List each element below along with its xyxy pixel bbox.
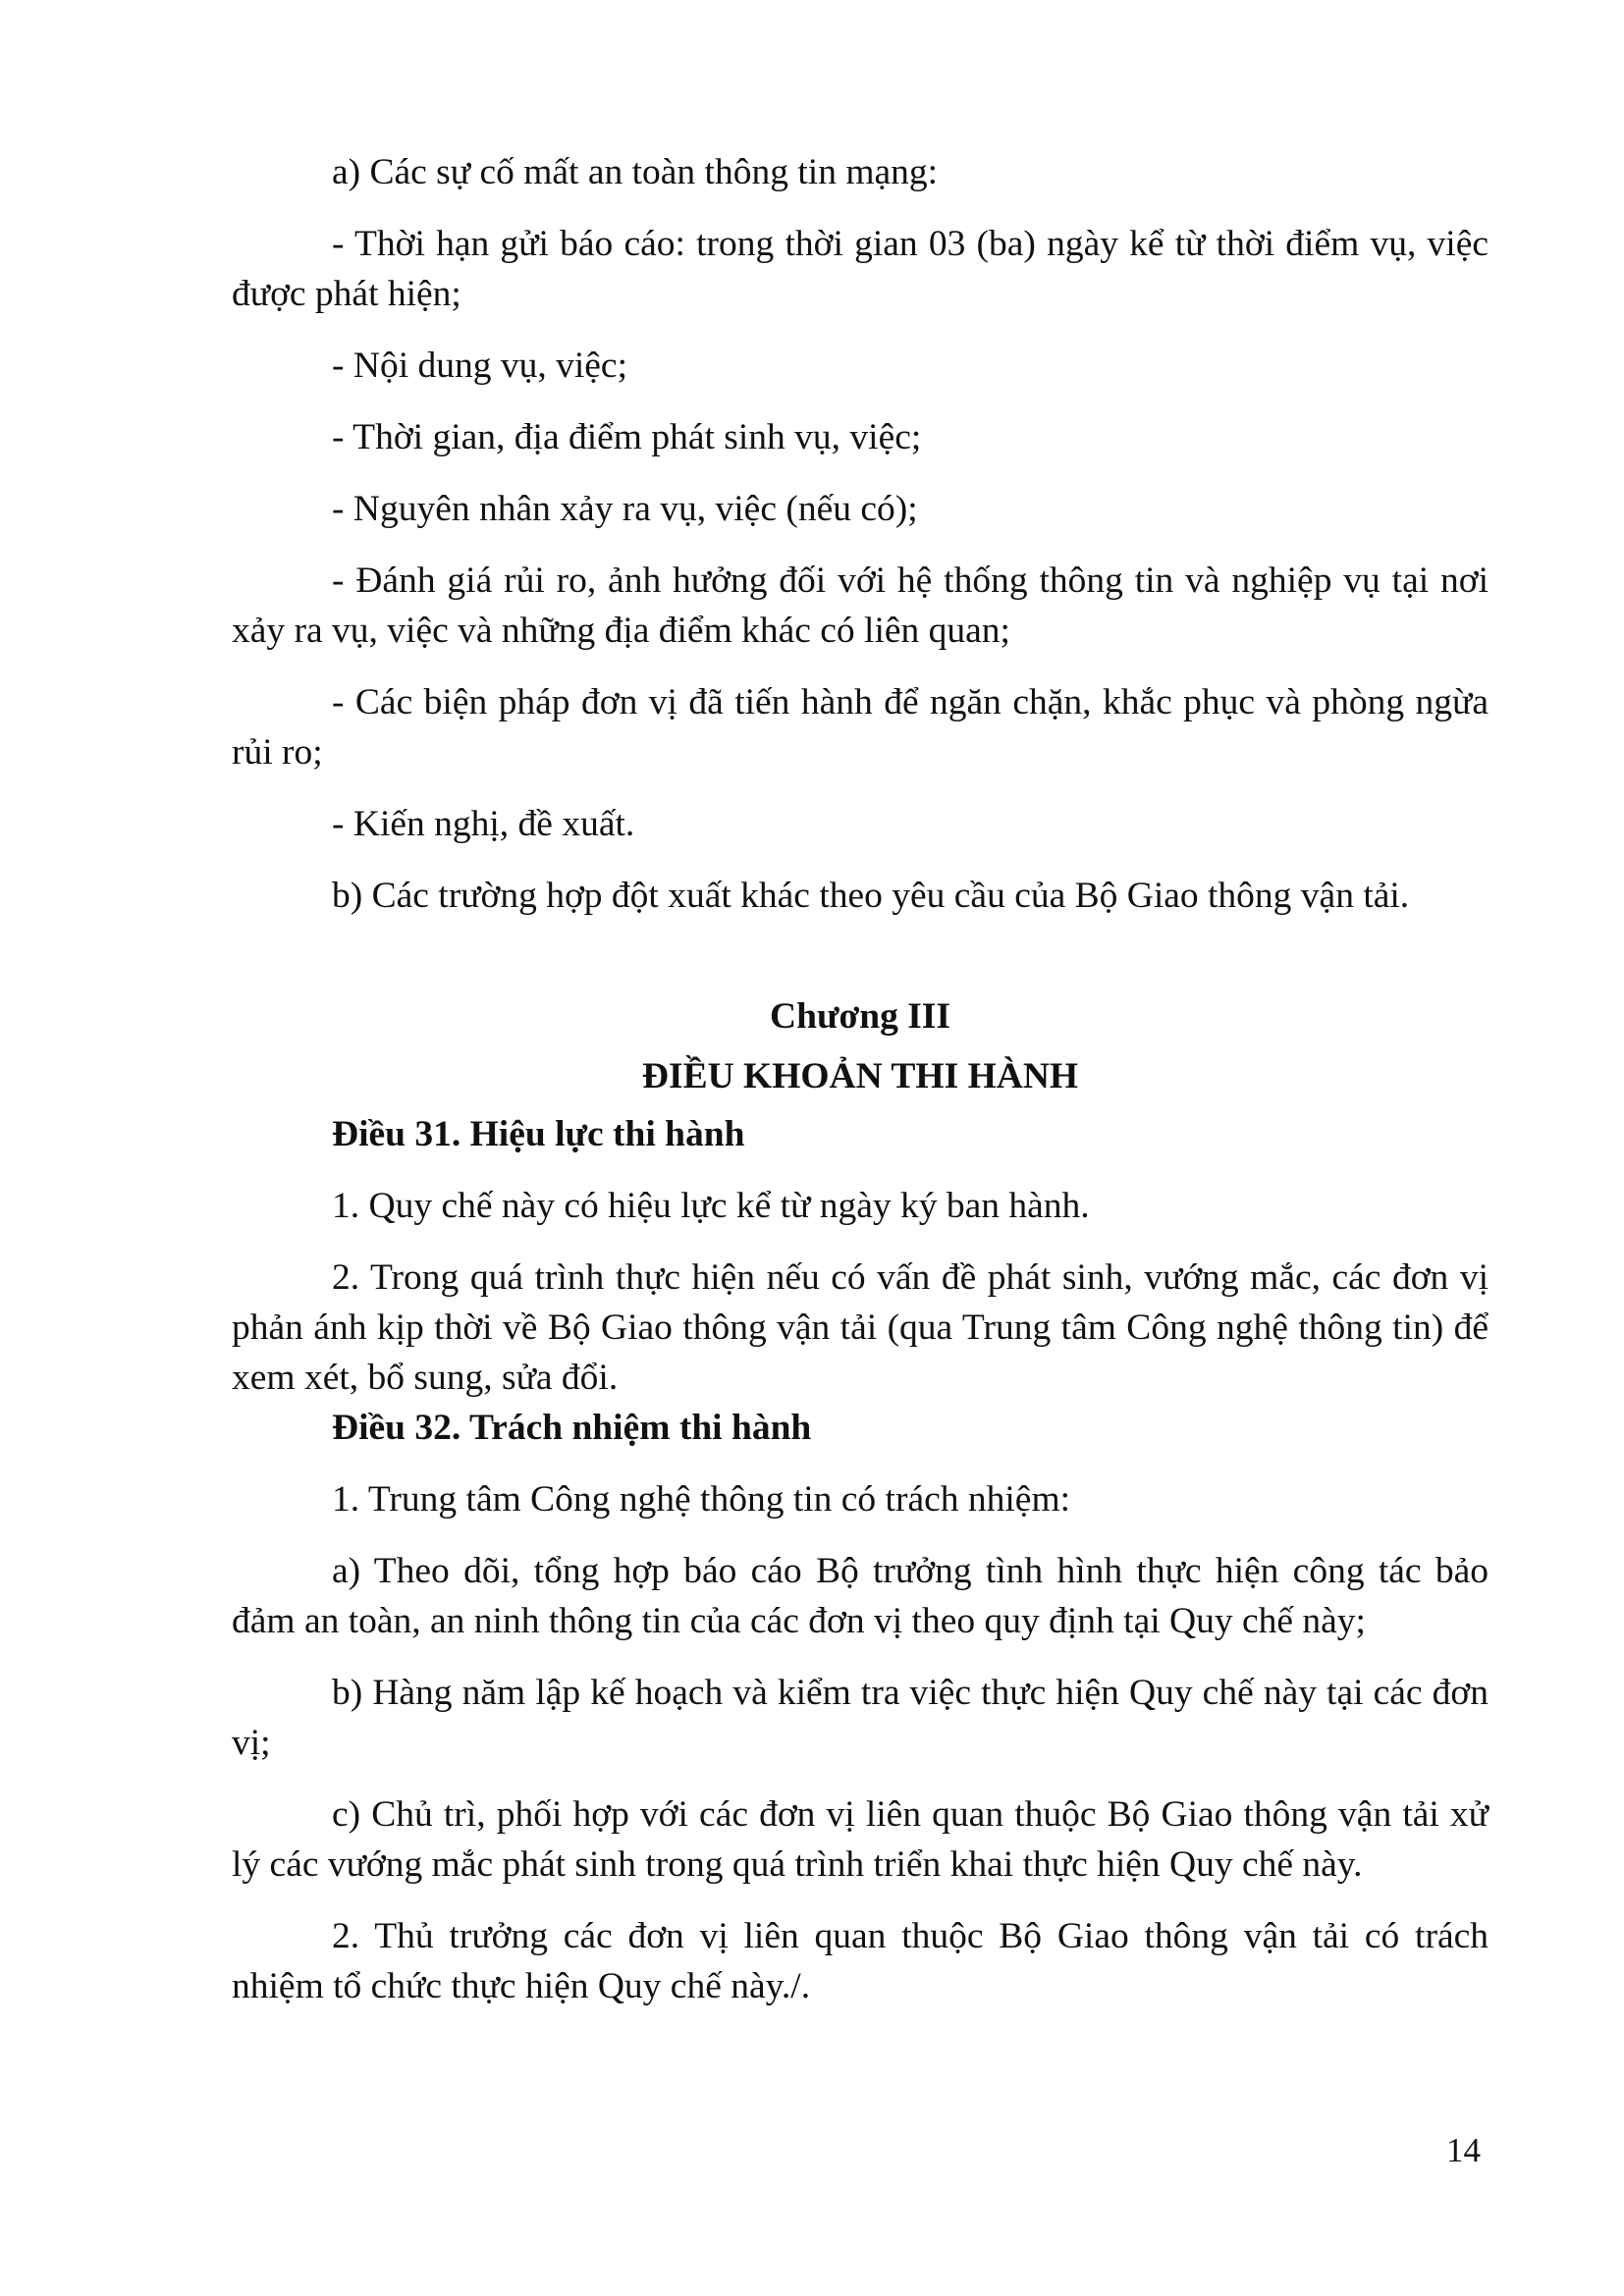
section-b: b) Các trường hợp đột xuất khác theo yêu cầu của Bộ Giao thông vận tải. [332,876,1410,916]
section-a-item: - Thời hạn gửi báo cáo: trong thời gian 03 (ba) ngày kể từ thời điểm vụ, việc được phát hiện; [232,224,1489,314]
article-32-paragraph: b) Hàng năm lập kế hoạch và kiểm tra việc thực hiện Quy chế này tại các đơn vị; [232,1673,1489,1763]
article-31-paragraph: 2. Trong quá trình thực hiện nếu có vấn đề phát sinh, vướng mắc, các đơn vị phản ánh kịp thời về Bộ Giao thông vận tải (qua Trung tâm Công nghệ thông tin) để xem xét, bổ sung, sửa đổi. [232,1257,1489,1398]
section-a-item: - Kiến nghị, đề xuất. [332,804,635,844]
chapter-title: ĐIỀU KHOẢN THI HÀNH [641,1056,1079,1096]
document-page [232,147,1489,2011]
article-32-title: Điều 32. Trách nhiệm thi hành [332,1408,812,1448]
section-a-item: - Thời gian, địa điểm phát sinh vụ, việc; [332,417,922,457]
section-a-item: - Đánh giá rủi ro, ảnh hưởng đối với hệ thống thông tin và nghiệp vụ tại nơi xảy ra vụ, việc và những địa điểm khác có liên quan; [232,561,1489,651]
page-number: 14 [1446,2131,1481,2169]
article-32-paragraph: a) Theo dõi, tổng hợp báo cáo Bộ trưởng tình hình thực hiện công tác bảo đảm an toàn, an ninh thông tin của các đơn vị theo quy định tại Quy chế này; [232,1551,1489,1641]
article-32-paragraph: 1. Trung tâm Công nghệ thông tin có trách nhiệm: [332,1479,1071,1520]
section-a-item: - Nội dung vụ, việc; [332,346,627,386]
section-a-item: - Các biện pháp đơn vị đã tiến hành để ngăn chặn, khắc phục và phòng ngừa rủi ro; [232,682,1489,773]
section-a-intro: a) Các sự cố mất an toàn thông tin mạng: [332,152,939,192]
article-31-title: Điều 31. Hiệu lực thi hành [332,1114,745,1154]
article-32-paragraph: c) Chủ trì, phối hợp với các đơn vị liên quan thuộc Bộ Giao thông vận tải xử lý các vướng mắc phát sinh trong quá trình triển khai thực hiện Quy chế này. [232,1794,1489,1885]
article-32-paragraph: 2. Thủ trưởng các đơn vị liên quan thuộc Bộ Giao thông vận tải có trách nhiệm tổ chức thực hiện Quy chế này./. [232,1916,1489,2006]
chapter-number: Chương III [770,996,950,1037]
section-a-item: - Nguyên nhân xảy ra vụ, việc (nếu có); [332,489,918,529]
article-31-paragraph: 1. Quy chế này có hiệu lực kể từ ngày ký ban hành. [332,1186,1090,1226]
